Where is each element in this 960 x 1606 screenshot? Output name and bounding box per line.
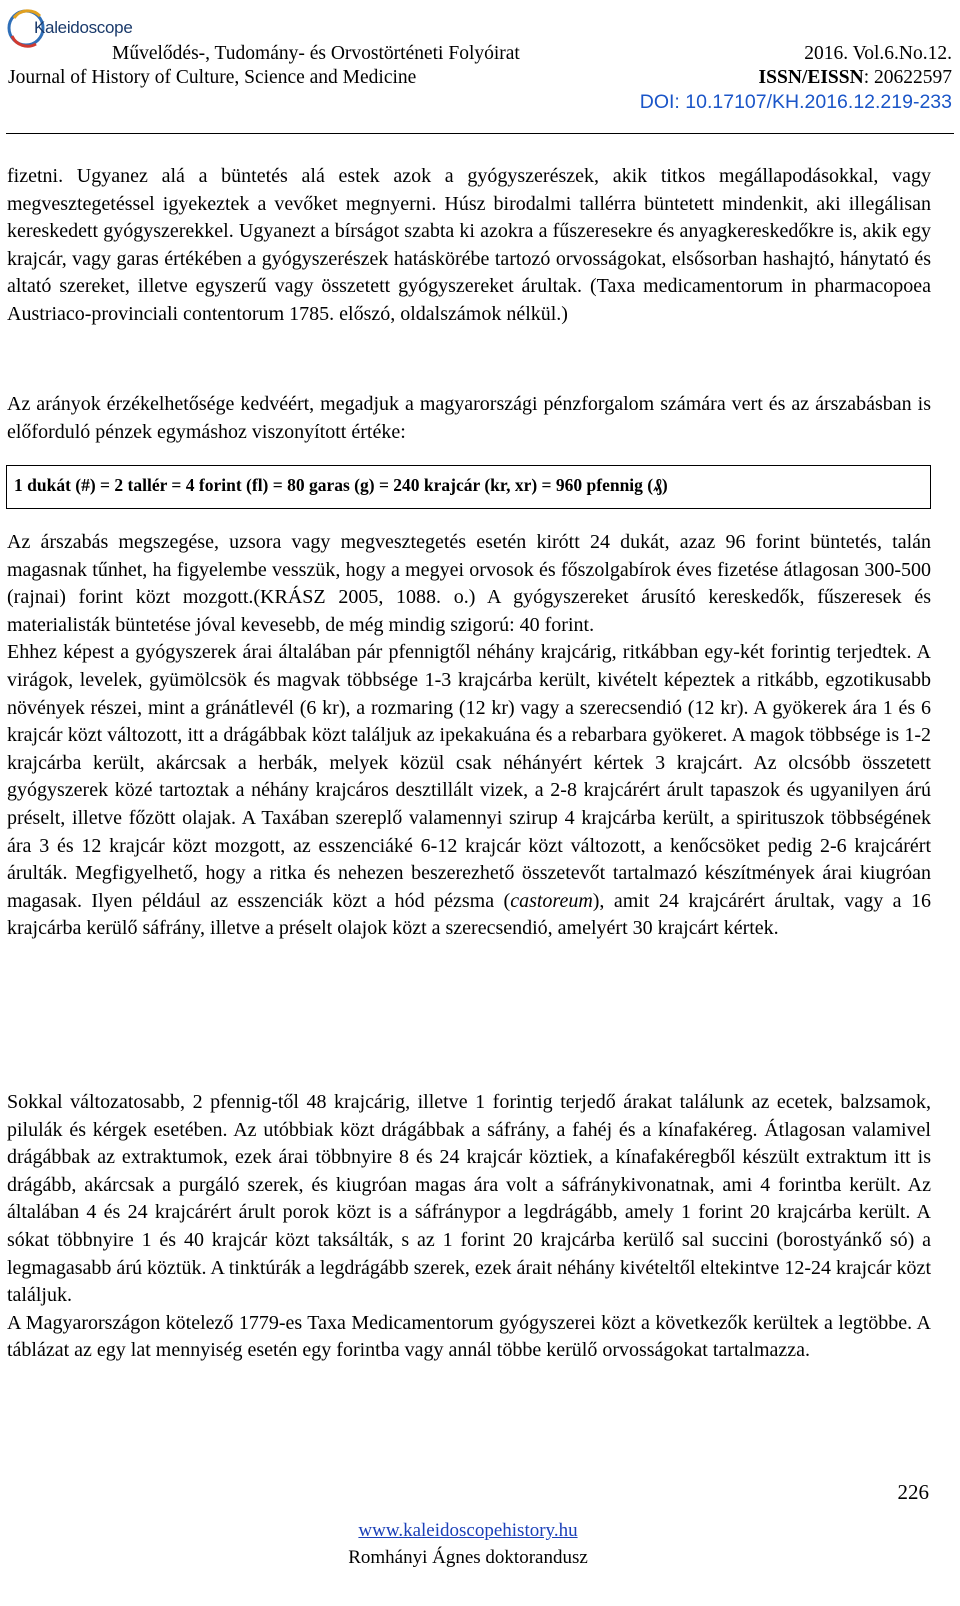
journal-logo	[6, 6, 133, 52]
text-block-bottom	[7, 1089, 931, 1365]
issn-label: ISSN/EISSN	[758, 67, 864, 88]
doi-link[interactable]: DOI: 10.17107/KH.2016.12.219-233	[639, 91, 952, 113]
text-block-top	[7, 163, 931, 329]
journal-title-en: Journal of History of Culture, Science and Medicine	[8, 67, 417, 88]
author-name: Romhányi Ágnes doktorandusz	[348, 1547, 588, 1568]
text-block-middle	[7, 529, 931, 943]
paragraph: fizetni. Ugyanez alá a büntetés alá estek azok a gyógyszerészek, akik titkos megállapodásokkal, vagy megvesztegetéssel igyekeztek a vevőket megnyerni. Húsz birodalmi tallérra büntetett mindenkit, aki illegálisan kereskedett gyógyszerekkel. Ugyanezt a bírságot szabta ki azokra a fűszeresekre és anyagkereskedőkre is, akik egy krajcár, vagy garas értékében a gyógyszerészek hatáskörébe tartozó orvosságokat, elsősorban hashajtó, hánytató és altató szereket, illetve egyszerű vagy összetett gyógyszereket árultak. (Taxa medicamentorum in pharmacopoea Austriaco-provinciali contentorum 1785. előszó, oldalszámok nélkül.)	[7, 165, 931, 325]
volume-info: 2016. Vol.6.No.12.	[804, 43, 952, 64]
paragraph: Sokkal változatosabb, 2 pfennig-től 48 krajcárig, illetve 1 forintig terjedő árakat találunk az ecetek, balzsamok, pilulák és kérgek esetében. Az utóbbiak közt drágábbak a sáfrány, a fahéj és a kínafakéreg. Átlagosan valamivel drágábbak az extraktumok, ezek árai többnyire 8 és 24 krajcár köztiek, a kínafakéregből készült extraktum itt is drágább, akárcsak a purgáló szerek, és kiugróan magas ára volt a sáfránykivonatnak, ami 4 forintba került. Az általában 4 és 24 krajcárért árult porok közt is a sáfránypor a legdrágább, amely 1 forint 20 krajcárba került. A sókat többnyire 1 és 40 krajcár közt taksálták, s az 1 forint 20 krajcárba kerülő sal succini (borostyánkő só) a legmagasabb árú köztük. A tinktúrák a legdrágább szerek, ezek árait néhány kivételtől eltekintve 12-24 krajcár közt találjuk.	[7, 1091, 931, 1307]
issn-value: : 20622597	[863, 67, 952, 88]
text-block-intro	[7, 391, 931, 446]
currency-conversion-box: 1 dukát (#) = 2 tallér = 4 forint (fl) = 80 garas (g) = 240 krajcár (kr, xr) = 960 pfennig (₰)	[6, 465, 931, 509]
paragraph-text: ), amit 24 krajcárért árultak, vagy a 16 krajcárba kerülő sáfrány, illetve a préselt olajok közt a szerecsendió, amelyért 30 krajcárt kértek.	[7, 889, 931, 940]
page-number: 226	[897, 1480, 929, 1504]
logo-wordmark: Kaleidoscope	[34, 18, 133, 37]
paragraph	[7, 639, 931, 943]
header-divider	[6, 133, 954, 134]
journal-title-hu: Művelődés-, Tudomány- és Orvostörténeti Folyóirat	[112, 43, 520, 64]
paragraph: Az arányok érzékelhetősége kedvéért, megadjuk a magyarországi pénzforgalom számára vert és az árszabásban is előforduló pénzek egymáshoz viszonyított értéke:	[7, 393, 931, 443]
italic-term: castoreum	[510, 889, 593, 912]
paragraph: Az árszabás megszegése, uzsora vagy megvesztegetés esetén kirótt 24 dukát, azaz 96 forint büntetés, talán magasnak tűnhet, ha figyelembe vesszük, hogy a megyei orvosok és főszolgabírok éves fizetése átlagosan 300-500 (rajnai) forint közt mozgott.(KRÁSZ 2005, 1088. o.) A gyógyszereket árusító kereskedők, fűszeresek és materialisták büntetése jóval kevesebb, de még mindig szigorú: 40 forint.	[7, 531, 931, 636]
issn-info	[759, 67, 952, 89]
paragraph-text: Ehhez képest a gyógyszerek árai általában pár pfennigtől néhány krajcárig, ritkábban egy-két forintig terjedtek. A virágok, levelek, gyümölcsök és magvak többsége 1-3 krajcárba került, kivételt képeztek a ritkább, egzotikusabb növények részei, mint a gránátlevél (6 kr), a rozmaring (12 kr) vagy a szerecsendió (12 kr). A gyökerek ára 1 és 6 krajcár közt változott, itt a drágábbak közt találjuk az ipekakuána és a rebarbara gyökeret. A magok többsége is 1-2 krajcárba került, akárcsak a herbák, melyek közül csak néhányért kértek 3 krajcárt. Az olcsóbb összetett gyógyszerek közé tartoztak a néhány krajcáros desztillált vizek, a 2-8 krajcárért árult tapaszok és ugyanilyen árú préselt, illetve főzött olajak. A Taxában szereplő valamennyi szirup 4 krajcárba került, a spirituszok többségének ára 3 és 12 krajcár közt mozgott, az esszenciáké 6-12 krajcár közt változott, a kenőcsöket pedig 2-6 krajcárért árulták. Megfigyelhető, hogy a ritka és nehezen beszerezhető összetevőt tartalmazó készítmények árai kiugróan magasak. Ilyen például az esszenciák közt a hód pézsma (	[7, 641, 931, 912]
website-link[interactable]: www.kaleidoscopehistory.hu	[358, 1520, 578, 1541]
paragraph: A Magyarországon kötelező 1779-es Taxa Medicamentorum gyógyszerei közt a következők kerültek a legtöbbe. A táblázat az egy lat mennyiség esetén egy forintba vagy annál többe kerülő orvosságokat tartalmazza.	[7, 1311, 931, 1362]
